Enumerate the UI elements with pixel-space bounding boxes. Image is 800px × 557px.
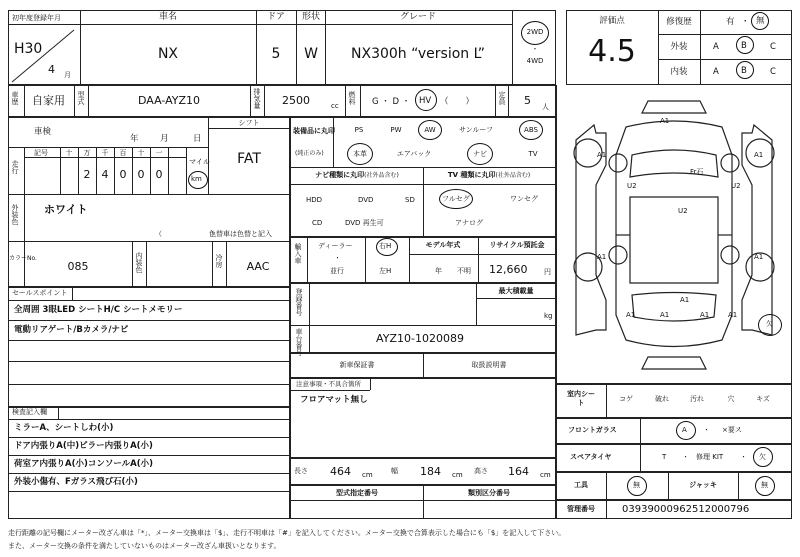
max-load-label: 最大積載量 (498, 287, 534, 295)
nav-opt-cd: CD (312, 219, 323, 227)
equip-row1-item-2: AW (424, 126, 436, 134)
mileage-unit-0: 十 (65, 149, 73, 157)
front-glass-x: ×要ス (722, 426, 742, 434)
mileage-unit-5: 一 (155, 149, 163, 157)
height: 164 (508, 465, 529, 478)
repair-no: 無 (756, 16, 765, 26)
equip-row1-item-4: ABS (524, 126, 538, 134)
spare-none: 欠 (759, 453, 766, 461)
chassis-label: 車台番号 (295, 328, 303, 356)
fuel-selected: HV (419, 96, 432, 106)
sheet-opt-3: 穴 (727, 395, 735, 403)
registration-label: 登録番号 (295, 288, 303, 316)
height-unit: cm (540, 471, 551, 479)
mileage-unit-4: 十 (137, 149, 145, 157)
exterior-c: C (770, 42, 776, 52)
color-no-label: カラーNo. (9, 255, 37, 262)
mark-5: U2 (627, 182, 637, 190)
jack-label: ジャッキ (689, 481, 717, 489)
spare-dot2: ・ (740, 453, 747, 461)
tools-value: 無 (633, 481, 640, 489)
mark-12: A1 (728, 311, 738, 319)
chassis: AYZ10-1020089 (376, 332, 464, 345)
interior-sheet-label: 室内シート (567, 390, 595, 407)
import-dot: ・ (334, 254, 341, 262)
repair-label: 修復歴 (666, 17, 692, 27)
aircon: AAC (246, 260, 270, 273)
notes-value: フロアマット無し (300, 395, 368, 405)
shape-label: 形状 (301, 12, 321, 22)
interior-a: A (713, 67, 719, 77)
repair-yes: 有 (726, 17, 735, 27)
recycle: 12,660 (489, 263, 528, 276)
grade: NX300h “version L” (351, 46, 485, 62)
reg-year-label: 初年度登録年月 (12, 14, 61, 22)
mileage-label: 走行 (11, 160, 19, 174)
interior-color-label: 内装色 (135, 252, 143, 273)
interior-label: 内装 (670, 67, 688, 77)
color-no: 085 (67, 260, 89, 273)
reg-era: H30 (14, 41, 43, 57)
mark-9: A1 (660, 311, 670, 319)
drive-2wd: 2WD (526, 28, 544, 36)
width: 184 (420, 465, 441, 478)
length-label: 長さ (294, 467, 308, 475)
inspection-year: 年 (130, 134, 139, 144)
displacement-unit: cc (331, 102, 339, 110)
import-dealer: ディーラー (318, 242, 353, 250)
mark-7: U2 (678, 207, 688, 215)
model-year-label: モデル年式 (425, 241, 461, 249)
tools-label: 工具 (574, 481, 588, 489)
inspector-line-4: 外装小傷有、Fガラス飛び石(小) (14, 477, 138, 487)
import-left-h: 左H (379, 267, 392, 275)
spare-repair: 修理 KIT (696, 453, 724, 461)
tv-opt-fullseg: フルセグ (442, 195, 470, 203)
mark-4: A1 (754, 253, 764, 261)
exterior-color-label: 外装色 (11, 204, 19, 225)
control-number: 03939000962512000796 (622, 504, 750, 515)
reg-type: 自家用 (32, 94, 65, 107)
aircon-label: 冷房 (215, 254, 223, 268)
max-load-kg: kg (544, 312, 553, 320)
class-label: 類別区分番号 (468, 489, 510, 497)
nav-label: ナビ種類に丸印(社外品含む) (315, 171, 399, 179)
tv-label: TV 種類に丸印(社外品含む) (447, 171, 531, 179)
import-right-h: 右H (379, 242, 392, 250)
inspector-label: 検査記入欄 (12, 408, 47, 416)
fuel-paren: （ ） (440, 97, 475, 107)
mark-8: A1 (680, 296, 690, 304)
front-glass-dot: ・ (703, 426, 710, 434)
doors: 5 (271, 46, 281, 62)
front-glass-a: A (682, 426, 687, 434)
model-year-unknown: 不明 (457, 267, 471, 275)
jack-value: 無 (761, 481, 768, 489)
car-name: NX (157, 46, 179, 62)
equip-row1-item-0: PS (354, 126, 364, 134)
interior-b: B (741, 66, 747, 76)
inspector-line-1: ミラーA、シートしわ(小) (14, 423, 114, 433)
recycle-label: リサイクル預託金 (489, 241, 545, 249)
exterior-a: A (713, 42, 719, 52)
length-unit: cm (362, 471, 373, 479)
car-diagram (556, 85, 792, 384)
inspector-line-3: 荷室ア内張りA(小)コンソールA(小) (14, 459, 154, 469)
height-label: 高さ (474, 467, 488, 475)
tv-opt-analog: アナログ (455, 219, 483, 227)
inspection-label: 車検 (34, 127, 52, 137)
drive-4wd: 4WD (526, 57, 544, 65)
shift: FAT (237, 151, 261, 167)
car-name-label: 車名 (158, 12, 178, 22)
spare-label: スペアタイヤ (570, 453, 612, 461)
mark-1: A1 (597, 151, 607, 159)
reg-month-unit: 月 (64, 71, 71, 79)
equipment-sub: (純正のみ) (295, 150, 324, 157)
equip-row2-item-1: エアバック (396, 150, 432, 158)
exterior-b: B (741, 41, 747, 51)
nav-opt-dvd: DVD (358, 196, 374, 204)
capacity-label: 定員 (498, 91, 506, 105)
warranty-new-car: 新車保証書 (339, 361, 375, 369)
model-year-unit: 年 (435, 267, 442, 275)
exterior-color: ホワイト (44, 203, 88, 216)
equip-row2-item-2: ナビ (473, 150, 487, 158)
mileage-digit-1: 2 (83, 168, 91, 181)
interior-c: C (770, 67, 776, 77)
nav-opt-sd: SD (405, 196, 415, 204)
sales-label: セールスポイント (12, 289, 68, 297)
mark-6: U2 (731, 182, 741, 190)
inspection-month: 月 (160, 134, 169, 144)
diagram-missing: 欠 (766, 320, 773, 328)
sheet-opt-1: 破れ (655, 395, 669, 403)
mileage-unit-2: 千 (101, 149, 109, 157)
import-parallel: 並行 (330, 267, 344, 275)
mileage-digit-2: 4 (101, 168, 109, 181)
score: 4.5 (588, 34, 636, 69)
spare-t: T (662, 453, 667, 461)
inspection-day: 日 (193, 134, 202, 144)
sheet-opt-4: キズ (756, 395, 770, 403)
equip-row2-item-3: TV (528, 150, 538, 158)
tv-opt-oneseg: ワンセグ (510, 195, 538, 203)
capacity: 5 (524, 94, 531, 107)
model: DAA-AYZ10 (137, 94, 201, 107)
footer-line-1: 走行距離の記号欄にメーター改ざん車は「*」、メーター交換車は「$」、走行不明車は「#」を記入してください。メーター交換で合算表示した場合にも「$」を記入して下さい。 (8, 529, 566, 537)
nav-opt-hdd: HDD (306, 196, 323, 204)
displacement: 2500 (282, 94, 310, 107)
import-label: 輸入車 (294, 243, 302, 264)
mileage-digit-4: 0 (137, 168, 145, 181)
sheet-opt-2: 汚れ (690, 395, 704, 403)
spare-dot: ・ (682, 453, 689, 461)
mark-3: A1 (597, 253, 607, 261)
inspector-line-2: ドア内張りA(中)ピラー内張りA(小) (14, 441, 153, 451)
fr-label: Fr石 (690, 168, 704, 176)
equip-row1-item-3: サンルーフ (458, 126, 494, 134)
sales-line-2: 電動リアゲート/Bカメラ/ナビ (14, 325, 129, 335)
model-label: 型式 (77, 91, 85, 105)
length: 464 (330, 465, 351, 478)
door-label: ドア (267, 12, 285, 22)
score-label: 評価点 (599, 16, 625, 26)
shape: W (304, 46, 318, 62)
drive-dot: ・ (531, 45, 539, 53)
mark-2: A1 (754, 151, 764, 159)
mark-13: A1 (660, 117, 670, 125)
equip-row1-item-1: PW (390, 126, 402, 134)
mark-10: A1 (700, 311, 710, 319)
mileage-digit-3: 0 (119, 168, 127, 181)
nav-opt-dvd-play: DVD 再生可 (345, 219, 384, 227)
sales-line-1: 全周囲 3眼LED シートH/C シートメモリー (14, 305, 183, 315)
width-unit: cm (452, 471, 463, 479)
equipment-label: 装備品に丸印 (293, 127, 335, 135)
warranty-manual: 取扱説明書 (471, 361, 507, 369)
repair-dot: ・ (741, 17, 750, 27)
exterior-label: 外装 (670, 42, 688, 52)
mileage-unit-3: 百 (119, 149, 127, 157)
recycle-yen: 円 (544, 268, 551, 276)
reg-type-label: 車歴 (11, 91, 19, 105)
mileage-digit-5: 0 (155, 168, 163, 181)
capacity-unit: 人 (542, 103, 549, 111)
mark-11: A1 (626, 311, 636, 319)
width-label: 幅 (391, 467, 398, 475)
fuel-label: 燃料 (348, 91, 356, 105)
km-label: km (191, 175, 202, 183)
displacement-label: 排気量 (253, 88, 261, 109)
sheet-opt-0: コゲ (619, 395, 633, 403)
equip-row2-item-0: 本革 (353, 150, 367, 158)
front-glass-label: フロントガラス (568, 426, 617, 434)
exterior-color-note: 色替車は色替と記入 (209, 230, 272, 238)
shift-label: シフト (238, 119, 260, 127)
mile-label: マイル (189, 158, 210, 166)
grade-label: グレード (399, 12, 437, 22)
fuel-options: G ・ D ・ (372, 97, 411, 107)
exterior-color-paren: （ ） (155, 230, 218, 238)
mileage-unit-1: 万 (83, 149, 91, 157)
notes-label: 注意事項・不具合箇所 (296, 380, 361, 388)
reg-month: 4 (48, 63, 55, 76)
control-label: 管理番号 (567, 505, 595, 513)
footer-line-2: また、メーター交換の条件を満たしていないものはメーター改ざん車扱いとなります。 (8, 542, 281, 550)
mileage-symbol-label: 記号 (34, 149, 48, 157)
type-spec-label: 型式指定番号 (336, 489, 378, 497)
